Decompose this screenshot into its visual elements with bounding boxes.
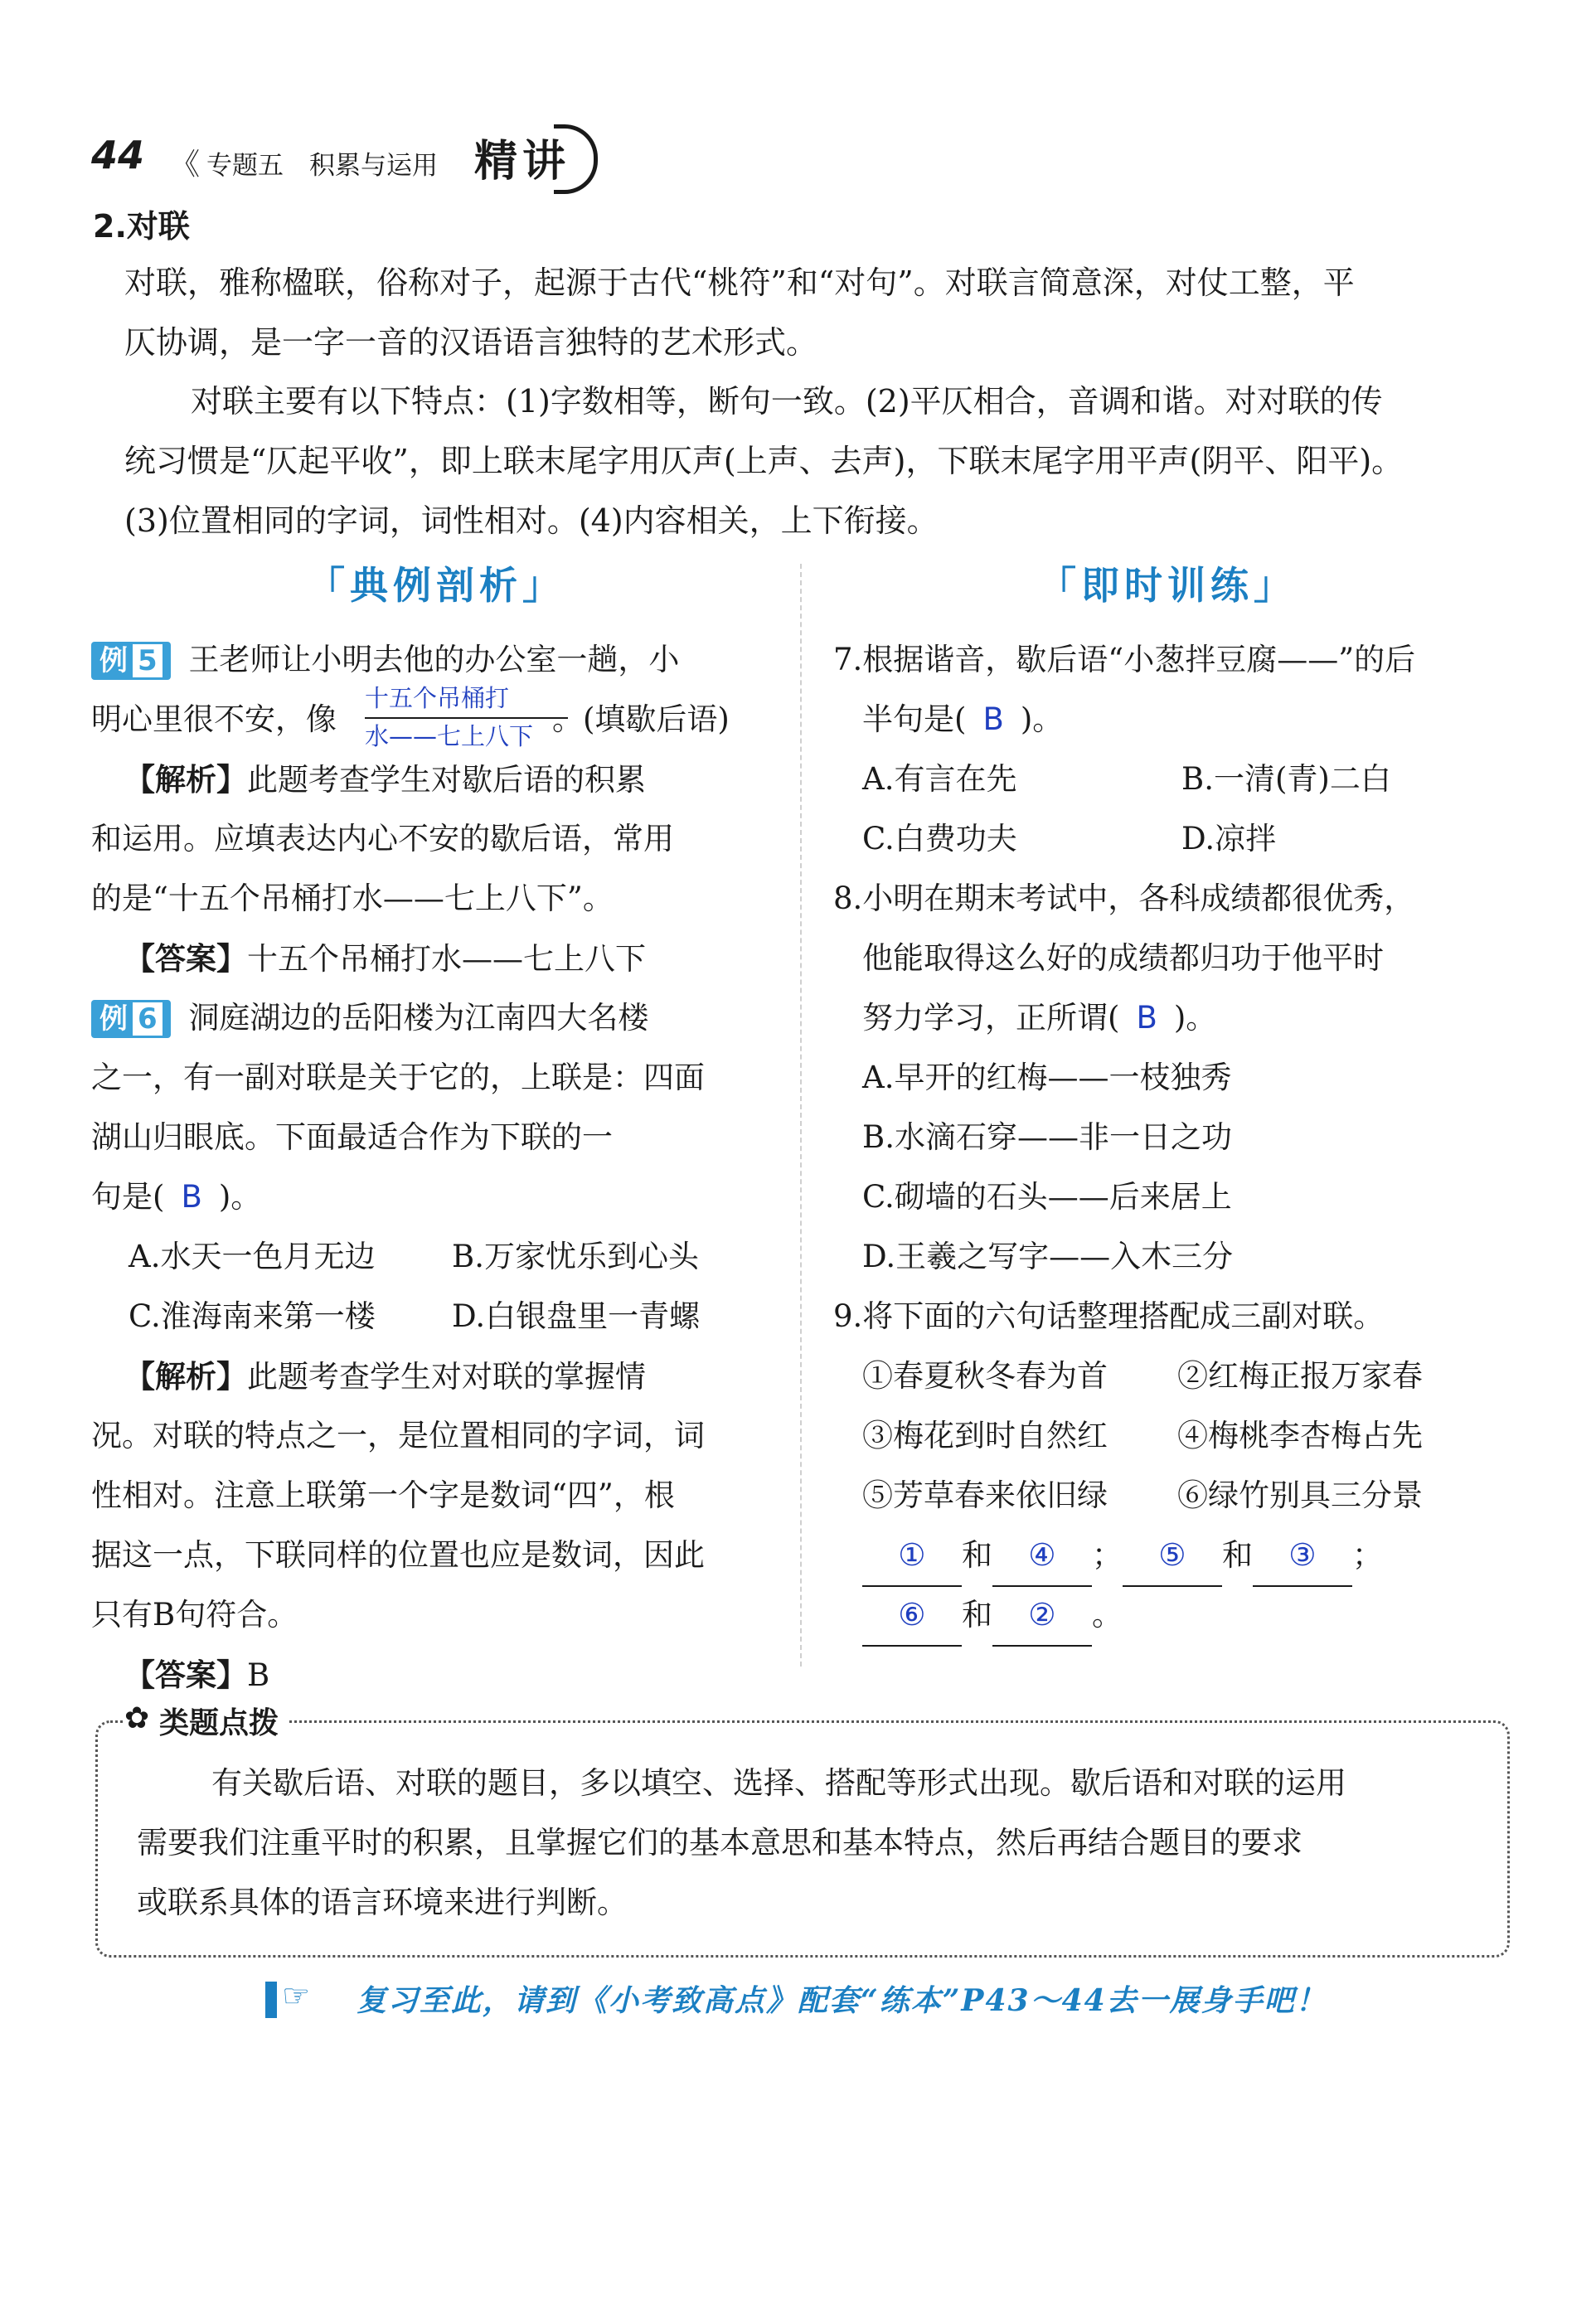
q9-sentence-5: ⑤芳草春来依旧绿 [862,1477,1108,1513]
q9-sentence-2: ②红梅正报万家春 [1177,1358,1423,1394]
ex6-analysis-4: 据这一点，下联同样的位置也应是数词，因此 [91,1537,705,1573]
badge-jingjiang: 精讲 [474,136,571,187]
q8-line1: 8.小明在期末考试中，各科成绩都很优秀， [833,881,1415,916]
q9-sentence-1: ①春夏秋冬春为首 [862,1358,1108,1394]
ex6-analysis-2: 况。对联的特点之一，是位置相同的字词，词 [91,1418,705,1453]
ex5-label: 例 5 [91,642,171,680]
ex5-blank-line [365,717,568,719]
ex6-line3: 湖山归眼底。下面最适合作为下联的一 [91,1119,613,1155]
q8-option-a: A.早开的红梅——一枝独秀 [862,1060,1232,1095]
q7-answer-handwritten: B [982,701,1004,737]
q8-line3: 努力学习，正所谓( B )。 [862,1000,1217,1036]
section-title: 2.对联 [93,208,190,245]
q7-option-d: D.凉拌 [1181,821,1277,856]
ex6-label: 例 6 [91,1000,171,1038]
q8-option-b: B.水滴石穿——非一日之功 [862,1119,1232,1155]
q8-answer-handwritten: B [1136,1000,1157,1036]
ex6-option-b: B.万家忧乐到心头 [452,1239,699,1274]
q9-blank-4: ③ [1253,1526,1352,1587]
ex6-analysis-3: 性相对。注意上联第一个字是数词“四”，根 [91,1477,675,1513]
ex6-analysis-5: 只有B句符合。 [91,1597,298,1633]
q9-answer-row2: ⑥ 和 ② 。 [862,1585,1123,1647]
q9-answer-row1: ① 和 ④ ； ⑤ 和 ③ ； [862,1526,1383,1587]
ex5-analysis-3: 的是“十五个吊桶打水——七上八下”。 [91,881,614,916]
ex5-handwritten-1: 十五个吊桶打 [365,684,510,712]
q9-sentence-4: ④梅桃李杏梅占先 [1177,1418,1423,1453]
tip-line1: 有关歇后语、对联的题目，多以填空、选择、搭配等形式出现。歇后语和对联的运用 [211,1765,1346,1801]
seedling-icon: ✿ [124,1701,150,1735]
q7-option-a: A.有言在先 [862,761,1017,797]
para2-line3: (3)位置相同的字词，词性相对。(4)内容相关，上下衔接。 [124,502,939,539]
header-arc-decoration [554,124,598,194]
q9-blank-2: ④ [992,1526,1092,1587]
ex6-line1: 例 6 洞庭湖边的岳阳楼为江南四大名楼 [91,988,648,1048]
right-column-title: 「即时训练」 [1038,563,1297,608]
tip-title: 类题点拨 [149,1700,289,1742]
topic-text: 专题五 积累与运用 [206,151,439,181]
para1-line2: 仄协调，是一字一音的汉语语言独特的艺术形式。 [124,324,818,361]
para2-line2: 统习惯是“仄起平收”，即上联末尾字用仄声(上声、去声)，下联末尾字用平声(阴平、阳平)。 [124,443,1404,479]
pointing-hand-icon: ☞ [282,1977,311,2014]
ex6-answer: 【答案】B [124,1657,270,1693]
q9-line1: 9.将下面的六句话整理搭配成三副对联。 [833,1298,1385,1334]
ex5-line2: 明心里很不安，像 。(填歇后语) [91,701,730,737]
q8-option-d: D.王羲之写字——入木三分 [862,1239,1234,1274]
ex6-answer-handwritten: B [181,1179,202,1215]
q8-line2: 他能取得这么好的成绩都归功于他平时 [862,940,1384,976]
column-divider [800,564,802,1667]
q9-sentence-6: ⑥绿竹别具三分景 [1177,1477,1423,1513]
ex5-analysis-1: 【解析】此题考查学生对歇后语的积累 [124,761,646,798]
ex6-analysis-1: 【解析】此题考查学生对对联的掌握情 [124,1358,646,1395]
brace-icon: 《 [170,148,201,182]
q9-blank-3: ⑤ [1123,1526,1222,1587]
q7-line1: 7.根据谐音，歇后语“小葱拌豆腐——”的后 [833,642,1416,677]
para2-line1: 对联主要有以下特点：(1)字数相等，断句一致。(2)平仄相合，音调和谐。对对联的传 [191,383,1383,420]
ex5-line1: 例 5 王老师让小明去他的办公室一趟，小 [91,630,679,690]
ex5-answer: 【答案】十五个吊桶打水——七上八下 [124,940,646,977]
ex6-option-c: C.淮海南来第一楼 [129,1298,376,1334]
q9-sentence-3: ③梅花到时自然红 [862,1418,1108,1453]
footer-text: 复习至此，请到《小考致高点》配套“练本”P43～44去一展身手吧！ [357,1983,1327,2018]
q9-blank-1: ① [862,1526,962,1587]
q7-option-b: B.一清(青)二白 [1181,761,1391,797]
page-number: 44 [91,133,145,177]
q9-blank-5: ⑥ [862,1585,962,1647]
ex6-option-a: A.水天一色月无边 [129,1239,376,1274]
q7-line2: 半句是( B )。 [862,701,1064,737]
footer-bar-icon [265,1982,277,2018]
para1-line1: 对联，雅称楹联，俗称对子，起源于古代“桃符”和“对句”。对联言简意深，对仗工整，平 [124,264,1355,301]
tip-line2: 需要我们注重平时的积累，且掌握它们的基本意思和基本特点，然后再结合题目的要求 [137,1825,1303,1861]
q7-option-c: C.白费功夫 [862,821,1017,856]
ex6-line2: 之一，有一副对联是关于它的，上联是：四面 [91,1060,705,1095]
tip-line3: 或联系具体的语言环境来进行判断。 [137,1885,628,1920]
ex5-handwritten-2: 水——七上八下 [365,722,534,750]
ex6-line4: 句是( B )。 [91,1179,262,1215]
left-column-title: 「典例剖析」 [307,563,565,608]
ex6-option-d: D.白银盘里一青螺 [452,1298,701,1334]
topic-header [170,141,438,183]
q9-blank-6: ② [992,1585,1092,1647]
q8-option-c: C.砌墙的石头——后来居上 [862,1179,1232,1215]
ex5-analysis-2: 和运用。应填表达内心不安的歇后语，常用 [91,821,674,856]
